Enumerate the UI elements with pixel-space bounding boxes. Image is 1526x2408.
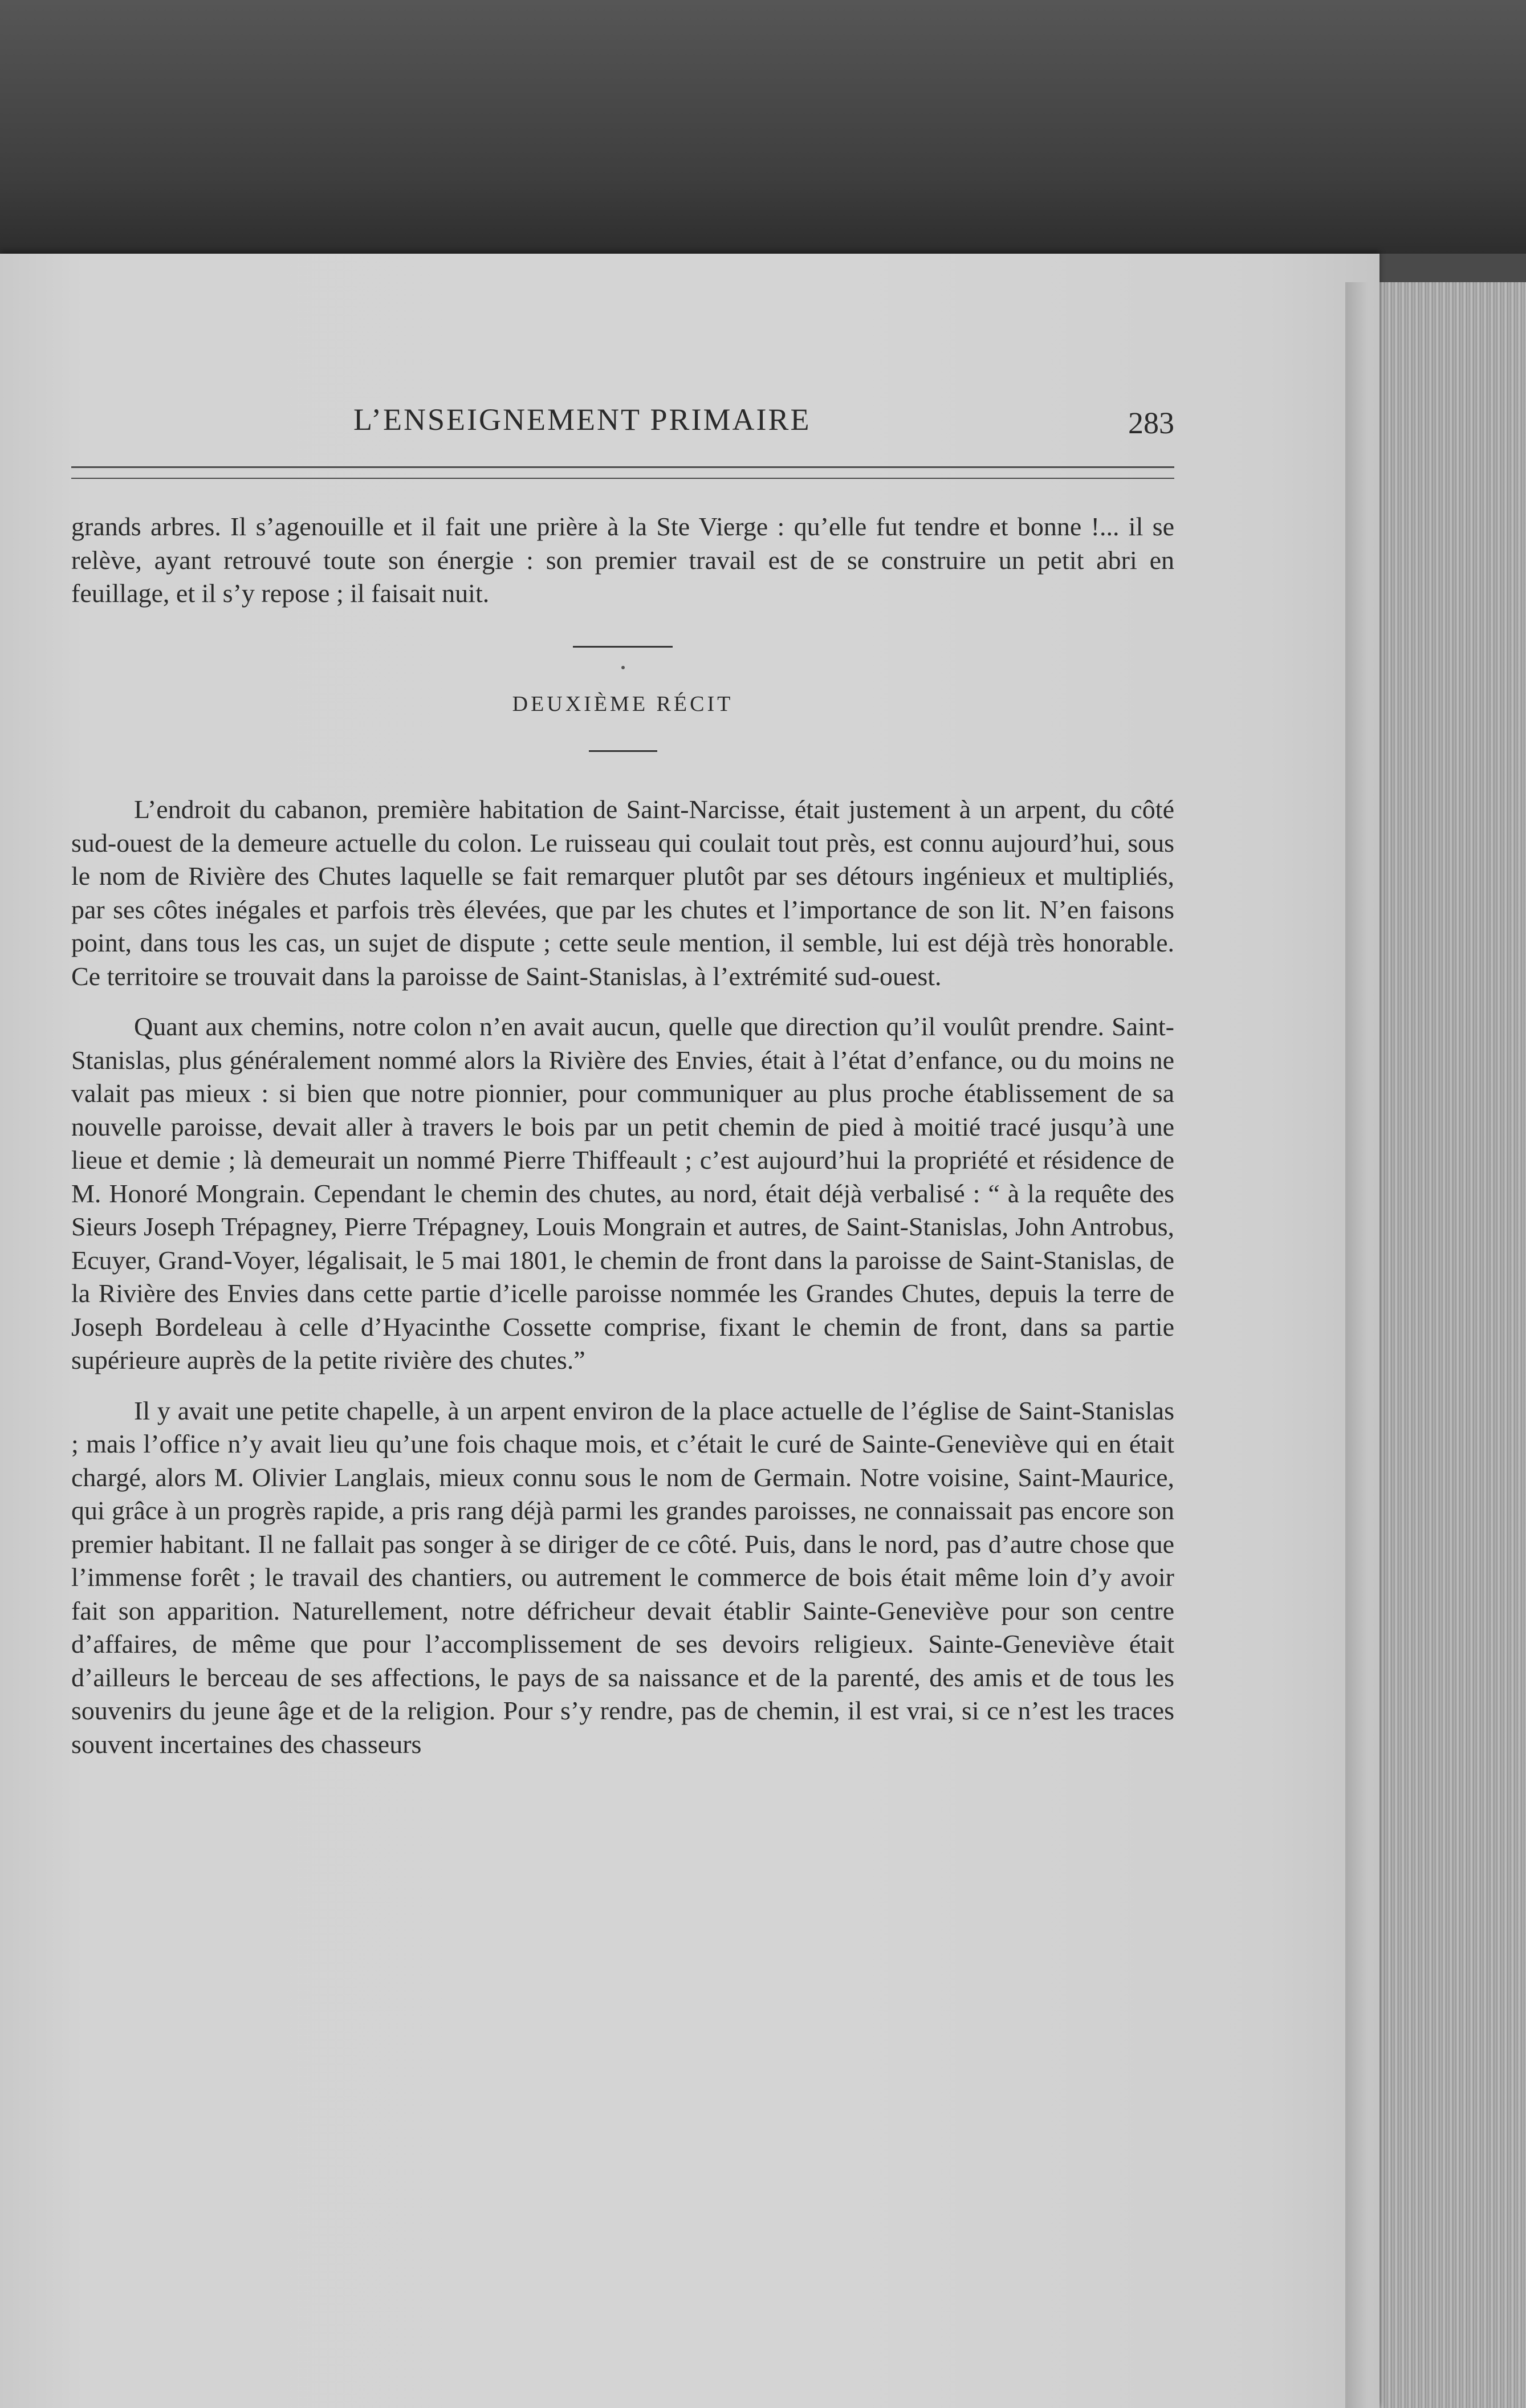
paragraph-1: L’endroit du cabanon, première habitation de Saint-Narcisse, était justement à un arpent, du côté sud-ouest de la demeure actuelle du colon. Le ruisseau qui coulait tout près, est connu aujourd’hui, sous le nom de Rivière des Chutes laquelle se fait remarquer plutôt par ses détours ingénieux et multipliés, par ses côtes inégales et parfois très élevées, que par les chutes et l’importance de son lit. N’en faisons point, dans tous les cas, un sujet de dispute ; cette seule mention, il semble, lui est déjà très honorable. Ce territoire se trouvait dans la paroisse de Saint-Stanislas, à l’extrémité sud-ouest.	[71, 795, 1174, 991]
header-rule-thick	[71, 466, 1174, 468]
running-title: L’ENSEIGNEMENT PRIMAIRE	[353, 402, 811, 437]
section-title: DEUXIÈME RÉCIT	[512, 692, 734, 716]
body-text	[71, 510, 1174, 1761]
page-header	[74, 402, 1174, 448]
paragraph-3: Il y avait une petite chapelle, à un arpent environ de la place actuelle de l’église de Saint-Stanislas ; mais l’office n’y avait lieu qu’une fois chaque mois, et c’était le curé de Sainte-Geneviève qui en était chargé, alors M. Olivier Langlais, mieux connu sous le nom de Germain. Notre voisine, Saint-Maurice, qui grâce à un progrès rapide, a pris rang déjà parmi les grandes paroisses, ne connaissait pas encore son premier habitant. Il ne fallait pas songer à se diriger de ce côté. Puis, dans le nord, pas d’autre chose que l’immense forêt ; le travail des chantiers, ou autrement le commerce de bois était même loin d’y avoir fait son apparition. Naturellement, notre défricheur devait établir Sainte-Geneviève pour son centre d’affaires, de même que pour l’accomplissement de ses devoirs religieux. Sainte-Geneviève était d’ailleurs le berceau de ses affections, le pays de sa naissance et de la parenté, des amis et de tous les souvenirs du jeune âge et de la religion. Pour s’y rendre, pas de chemin, il est vrai, si ce n’est les traces souvent incertaines des chasseurs	[71, 1396, 1174, 1759]
header-rule-thin	[71, 478, 1174, 479]
page-gutter-shadow	[1345, 282, 1368, 2408]
book-page-edges	[1357, 282, 1526, 2408]
intro-paragraph: grands arbres. Il s’agenouille et il fait une prière à la Ste Vierge : qu’elle fut tendre et bonne !... il se relève, ayant retrouvé toute son énergie : son premier travail est de se construire un petit abri en feuillage, et il s’y repose ; il faisait nuit.	[71, 512, 1174, 608]
paragraph-2: Quant aux chemins, notre colon n’en avait aucun, quelle que direction qu’il voulût prendre. Saint-Stanislas, plus généralement nommé alors la Rivière des Envies, était à l’état d’enfance, ou du moins ne valait pas mieux : si bien que notre pionnier, pour communiquer au plus proche établissement de sa nouvelle paroisse, devait aller à travers le bois par un petit chemin de pied à moitié tracé jusqu’à une lieue et demie ; là demeurait un nommé Pierre Thiffeault ; c’est aujourd’hui la propriété et résidence de M. Honoré Mongrain. Cependant le chemin des chutes, au nord, était déjà verbalisé : “ à la requête des Sieurs Joseph Trépagney, Pierre Trépagney, Louis Mongrain et autres, de Saint-Stanislas, John Antrobus, Ecuyer, Grand-Voyer, légalisait, le 5 mai 1801, le chemin de front dans la paroisse de Saint-Stanislas, de la Rivière des Envies dans cette partie d’icelle paroisse nommée les Grandes Chutes, depuis la terre de Joseph Bordeleau à celle d’Hyacinthe Cossette comprise, fixant le chemin de front, dans sa partie supérieure auprès de la petite rivière des chutes.”	[71, 1012, 1174, 1374]
page-number: 283	[1128, 406, 1174, 440]
scan-background	[0, 0, 1526, 254]
